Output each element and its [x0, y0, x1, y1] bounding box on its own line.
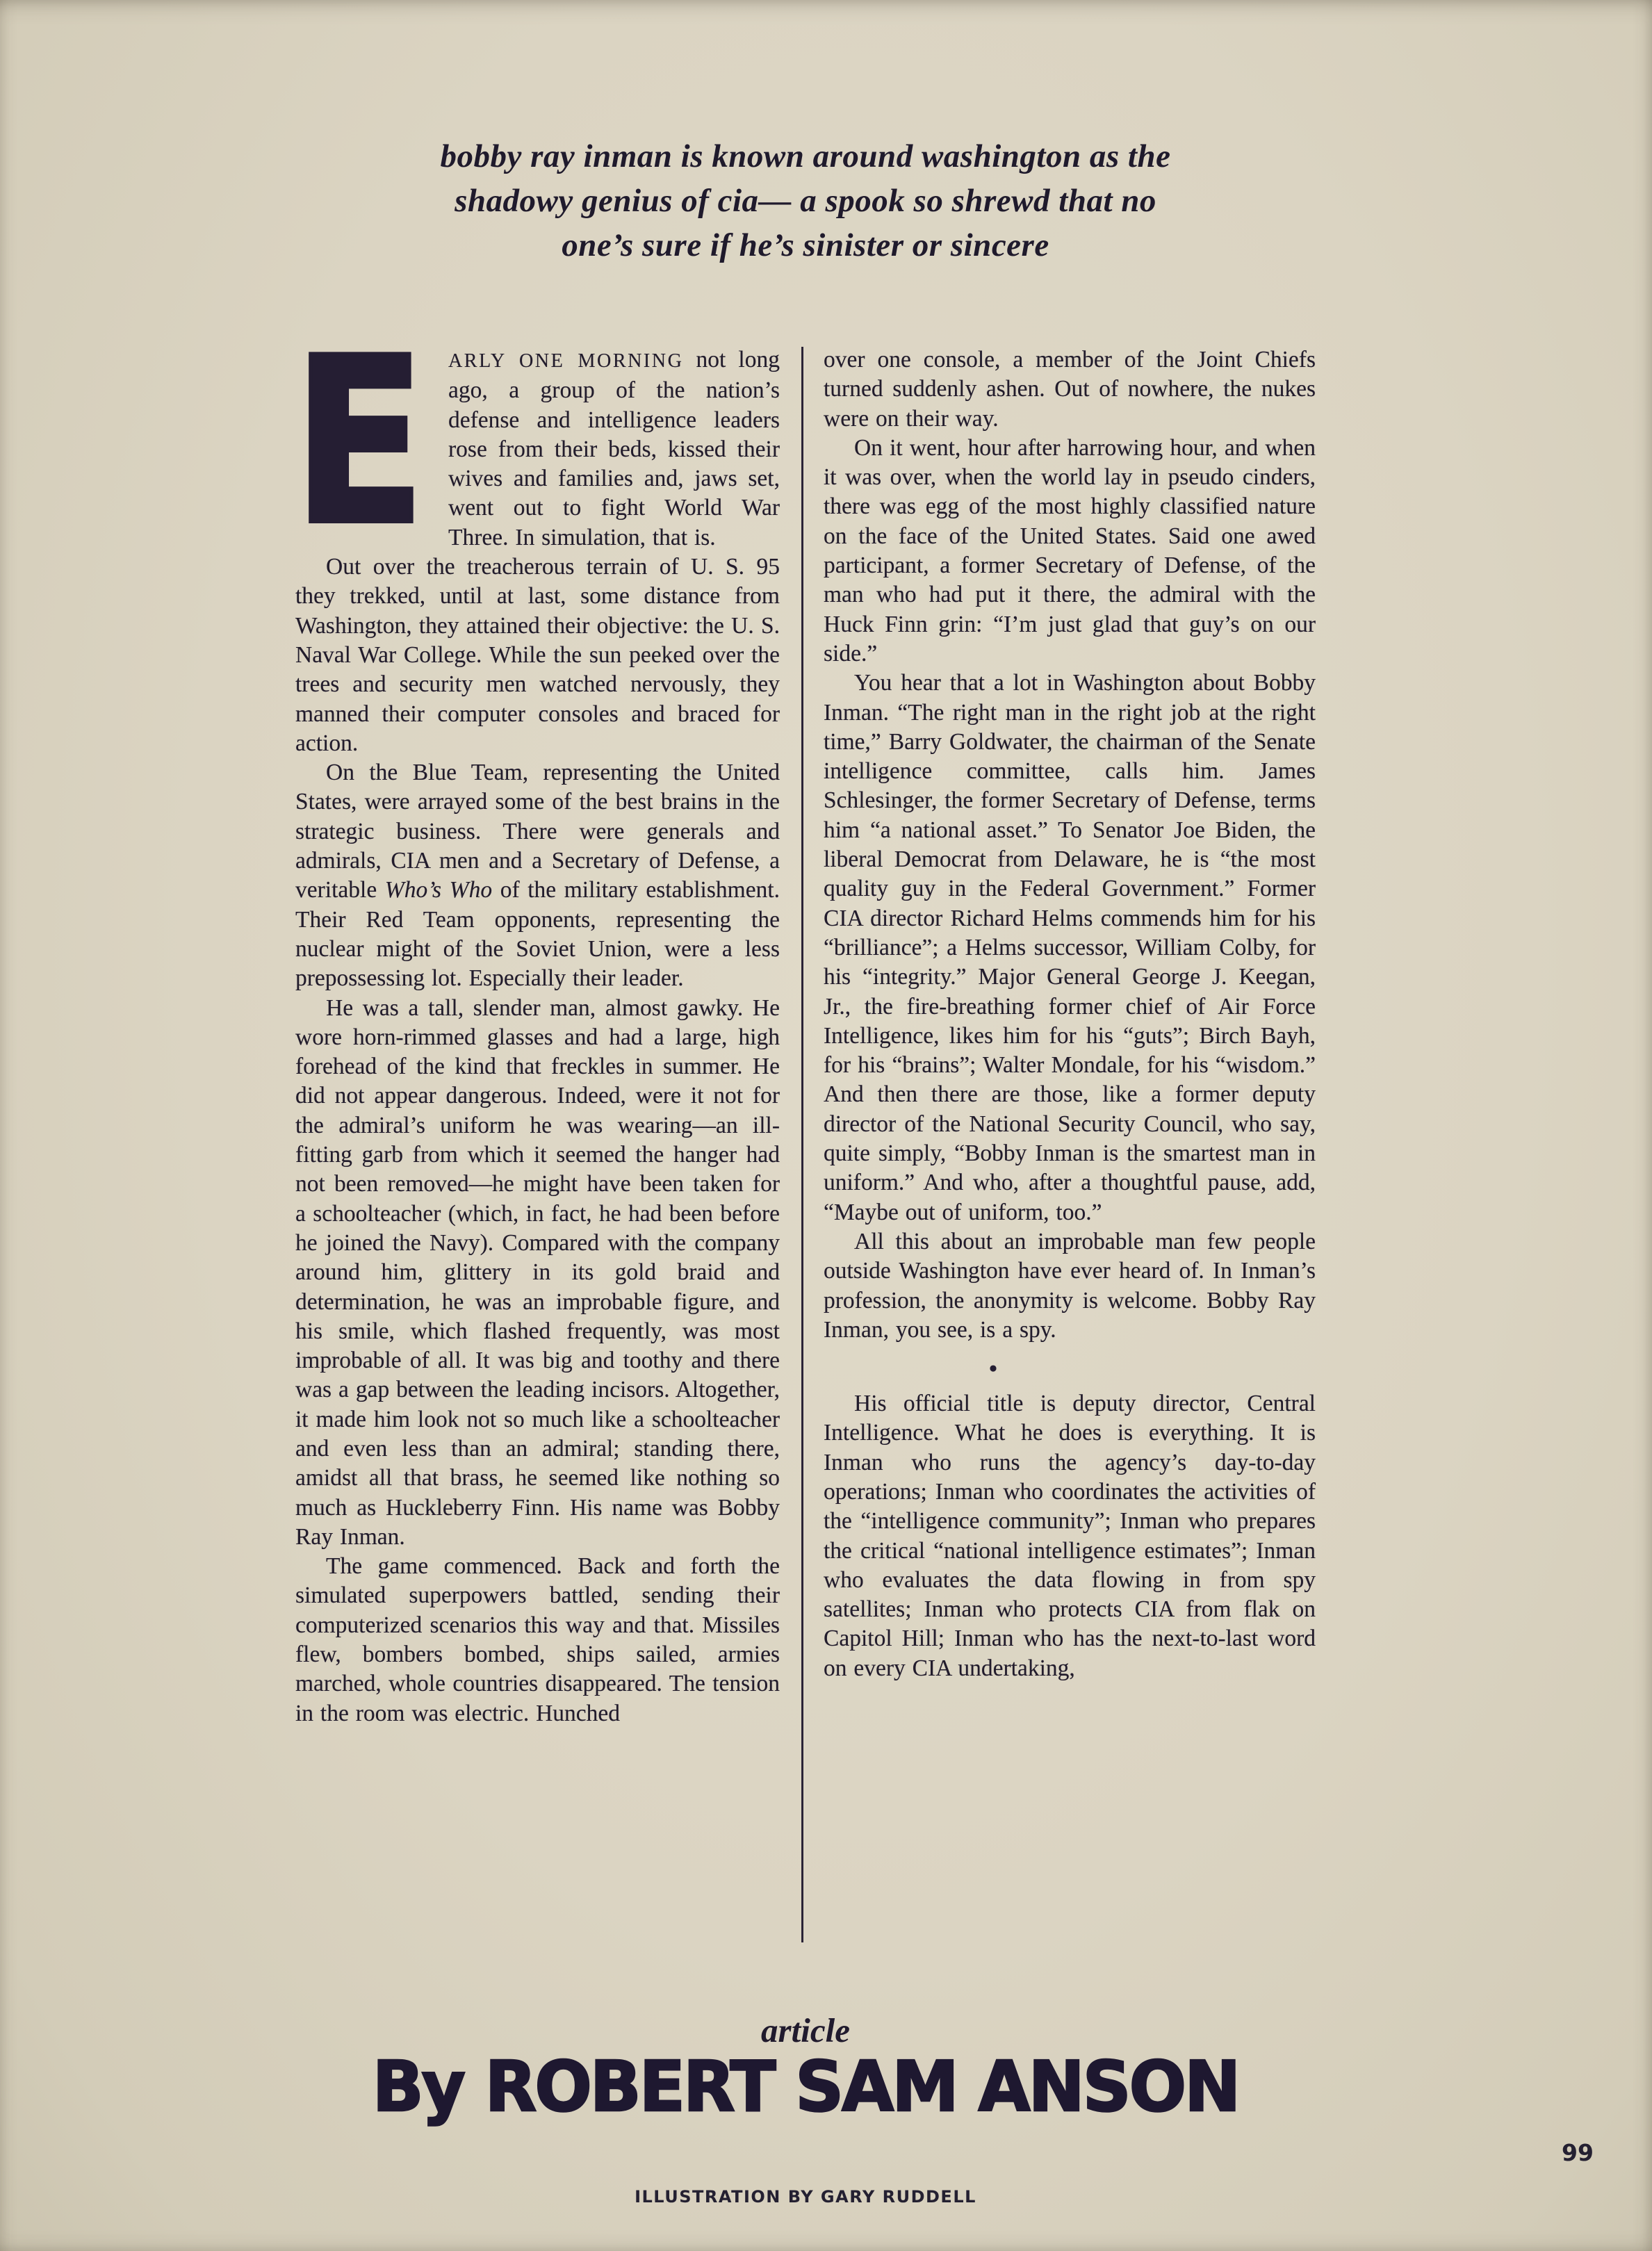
paragraph: over one console, a member of the Joint Chiefs turned suddenly ashen. Out of nowhere, the nukes were on their way. — [824, 347, 1316, 432]
deck-line-1: bobby ray inman is known around washington as the — [440, 138, 1171, 174]
paragraph: You hear that a lot in Washington about Bobby Inman. “The right man in the right job at the right time,” Barry Goldwater, the chairman of the Senate intelligence committee, calls him. James Schlesinger, the former Secretary of Defense, terms him “a national asset.” To Senator Joe Biden, the liberal Democrat from Delaware, he is “the most quality guy in the Federal Government.” Former CIA director Richard Helms commends him for his “brilliance”; a Helms successor, William Colby, for his “integrity.” Major General George J. Keegan, Jr., the fire-breathing former chief of Air Force Intelligence, likes him for his “guts”; Birch Bayh, for his “brains”; Walter Mondale, for his “wisdom.” And then there are those, like a former deputy director of the National Security Council, who say, quite simply, “Bobby Inman is the smartest man in uniform.” And who, after a thoughtful pause, add, “Maybe out of uniform, too.” — [824, 670, 1316, 1225]
column-divider-rule — [801, 347, 803, 1942]
paragraph-opening — [293, 309, 780, 575]
paragraph: Out over the treacherous terrain of U. S. 95 they trekked, until at last, some distance from Washington, they attained their objective: the U. S. Naval War College. While the sun peeked over the trees and security men watched nervously, they manned their computer consoles and braced for action. — [295, 554, 780, 756]
paragraph — [295, 758, 780, 993]
deck-headline — [295, 134, 1316, 268]
deck-line-3: one’s sure if he’s sinister or sincere — [562, 227, 1049, 263]
paragraph-text: On the Blue Team, representing the United States, were arrayed some of the best brains in the strategic business. There were generals and admirals, CIA men and a Secretary of Defense, a veritable — [295, 760, 780, 903]
column-left — [293, 309, 780, 1728]
column-right — [824, 345, 1316, 1683]
drop-cap — [293, 309, 434, 575]
page-number: 99 — [1562, 2139, 1594, 2166]
paragraph: He was a tall, slender man, almost gawky. He wore horn-rimmed glasses and had a large, high forehead of the kind that freckles in summer. He did not appear dangerous. Indeed, were it not for the admiral’s uniform he was wearing—an ill-fitting garb from which it seemed the hanger had not been removed—he might have been taken for a schoolteacher (which, in fact, he had been before he joined the Navy). Compared with the company around him, glittery in its gold braid and determination, he was an improbable figure, and his smile, which flashed frequently, was most improbable of all. It was big and toothy and there was a gap between the leading incisors. Altogether, it made him look not so much like a schoolteacher and even less than an admiral; standing there, amidst all that brass, he seemed like nothing so much as Huckleberry Finn. His name was Bobby Ray Inman. — [295, 994, 780, 1550]
paragraph: On it went, hour after harrowing hour, and when it was over, when the world lay in pseudo cinders, there was egg of the most highly classified nature on the face of the United States. Said one awed participant, a former Secretary of Defense, of the man who had put it there, the admiral with the Huck Finn grin: “I’m just glad that guy’s on our side.” — [824, 434, 1316, 666]
article-body — [293, 309, 1316, 1965]
kicker-label: article — [761, 2011, 850, 2049]
illustration-credit: ILLUSTRATION BY GARY RUDDELL — [635, 2187, 976, 2207]
paragraph-text: of the military establishment. Their Red Team opponents, representing the nuclear might of the Soviet Union, were a less prepossessing lot. Especially their leader. — [295, 877, 780, 992]
opening-phrase-smallcaps: ARLY ONE MORNING — [448, 350, 684, 372]
deck-line-2: shadowy genius of cia— a spook so shrewd that no — [455, 183, 1156, 219]
paragraph: The game commenced. Back and forth the simulated superpowers battled, sending their computerized scenarios this way and that. Missiles flew, bombers bombed, ships sailed, armies marched, whole countries disappeared. The tension in the room was electric. Hunched — [295, 1553, 780, 1726]
italic-phrase: Who’s Who — [384, 877, 493, 903]
paragraph: His official title is deputy director, Central Intelligence. What he does is everything. It is Inman who runs the agency’s day-to-day operations; Inman who coordinates the activities of the “intelligence community”; Inman who prepares the critical “national intelligence estimates”; Inman who evaluates the data flowing in from spy satellites; Inman who protects CIA from flak on Capitol Hill; Inman who has the next-to-last word on every CIA undertaking, — [824, 1391, 1316, 1681]
byline: By ROBERT SAM ANSON — [372, 2046, 1239, 2127]
paragraph-text: not long ago, a group of the nation’s defense and intelligence leaders rose from their beds, kissed their wives and families and, jaws set, went out to fight World War Three. In simulation, that is. — [448, 347, 780, 550]
section-separator-bullet: ● — [988, 1359, 998, 1377]
drop-cap-letter: E — [293, 309, 426, 575]
paragraph: All this about an improbable man few people outside Washington have ever heard of. In Inman’s profession, the anonymity is welcome. Bobby Ray Inman, you see, is a spy. — [824, 1228, 1316, 1343]
